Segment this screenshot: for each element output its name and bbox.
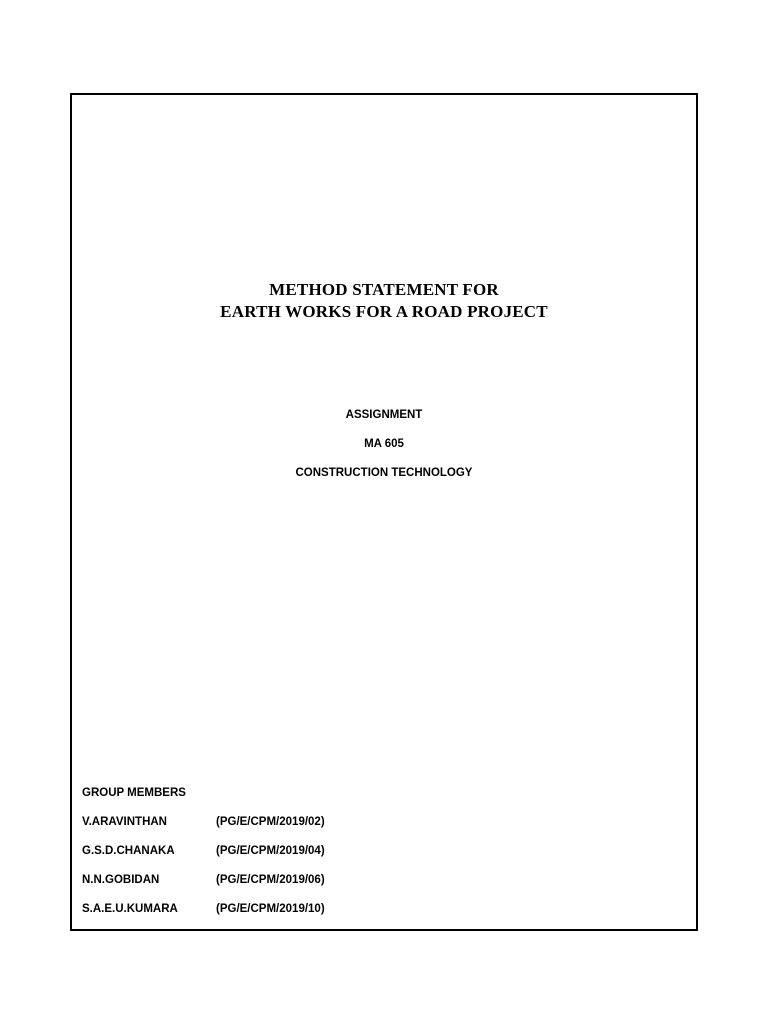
page-border-frame bbox=[70, 93, 698, 931]
member-id: (PG/E/CPM/2019/02) bbox=[216, 816, 325, 828]
course-name: CONSTRUCTION TECHNOLOGY bbox=[295, 467, 473, 479]
member-name: S.A.E.U.KUMARA bbox=[82, 903, 178, 915]
member-name: N.N.GOBIDAN bbox=[82, 874, 160, 886]
member-name: V.ARAVINTHAN bbox=[82, 816, 167, 828]
course-code: MA 605 bbox=[364, 438, 404, 450]
assignment-label: ASSIGNMENT bbox=[345, 409, 423, 421]
title-line-2: EARTH WORKS FOR A ROAD PROJECT bbox=[220, 302, 548, 321]
member-id: (PG/E/CPM/2019/04) bbox=[216, 845, 325, 857]
document-title bbox=[72, 279, 696, 323]
assignment-info bbox=[72, 407, 696, 494]
member-row bbox=[82, 843, 325, 872]
member-id: (PG/E/CPM/2019/06) bbox=[216, 874, 325, 886]
title-line-1: METHOD STATEMENT FOR bbox=[269, 280, 499, 299]
group-members-section bbox=[82, 785, 325, 930]
group-members-heading: GROUP MEMBERS bbox=[82, 787, 186, 799]
member-row bbox=[82, 814, 325, 843]
member-row bbox=[82, 872, 325, 901]
member-id: (PG/E/CPM/2019/10) bbox=[216, 903, 325, 915]
member-name: G.S.D.CHANAKA bbox=[82, 845, 175, 857]
member-row bbox=[82, 901, 325, 930]
